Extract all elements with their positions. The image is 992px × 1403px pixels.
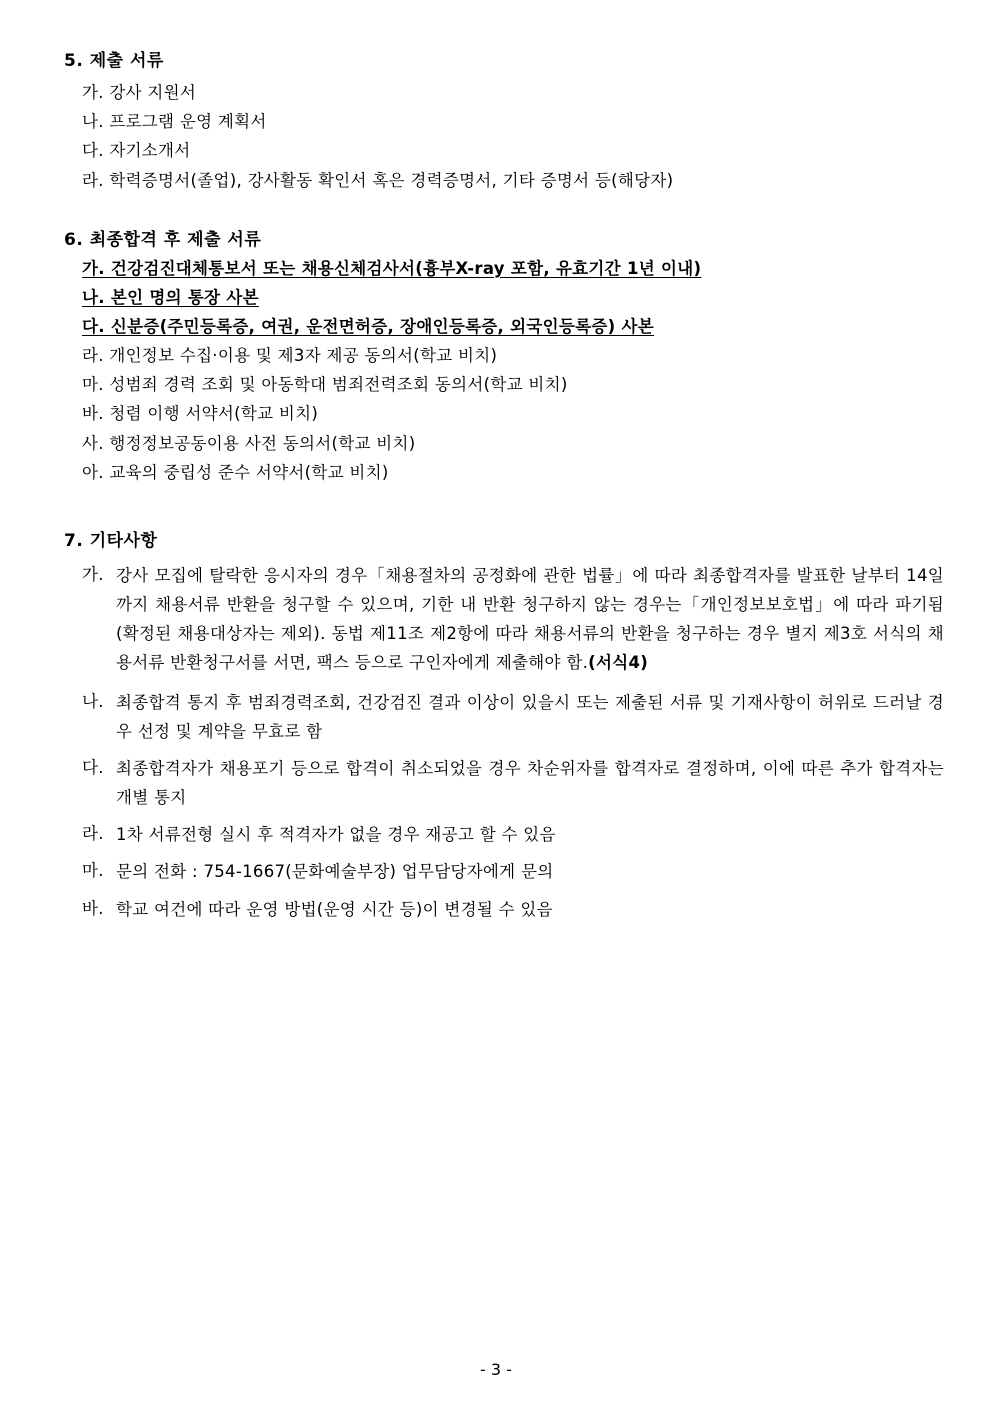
section-5-item: 나. 프로그램 운영 계획서	[82, 112, 267, 131]
section-7-item	[82, 857, 944, 886]
section-6-title: 6. 최종합격 후 제출 서류	[64, 230, 262, 250]
page-number: - 3 -	[480, 1360, 512, 1379]
item-text	[116, 561, 944, 677]
section-7-item	[82, 754, 944, 812]
form-reference: (서식4)	[588, 653, 649, 672]
section-7-item	[82, 688, 944, 746]
section-7-item	[82, 895, 944, 924]
section-6-item: 라. 개인정보 수집·이용 및 제3자 제공 동의서(학교 비치)	[82, 346, 498, 365]
item-text: 문의 전화 : 754-1667(문화예술부장) 업무담당자에게 문의	[116, 862, 554, 881]
section-7-title: 7. 기타사항	[64, 531, 158, 551]
item-marker: 라.	[82, 824, 104, 843]
item-text: 1차 서류전형 실시 후 적격자가 없을 경우 재공고 할 수 있음	[116, 825, 556, 844]
item-text: 학교 여건에 따라 운영 방법(운영 시간 등)이 변경될 수 있음	[116, 900, 553, 919]
section-7-item	[82, 561, 944, 677]
item-text: 최종합격 통지 후 범죄경력조회, 건강검진 결과 이상이 있을시 또는 제출된 서류 및 기재사항이 허위로 드러날 경우 선정 및 계약을 무효로 함	[116, 693, 944, 741]
section-6-item: 마. 성범죄 경력 조회 및 아동학대 범죄전력조회 동의서(학교 비치)	[82, 375, 568, 394]
item-text: 최종합격자가 채용포기 등으로 합격이 취소되었을 경우 차순위자를 합격자로 결정하며, 이에 따른 추가 합격자는 개별 통지	[116, 759, 944, 807]
item-marker: 바.	[82, 899, 104, 918]
section-6-item-emphasized: 다. 신분증(주민등록증, 여권, 운전면허증, 장애인등록증, 외국인등록증) 사본	[82, 317, 654, 336]
section-7-item	[82, 820, 944, 849]
section-6-item: 바. 청렴 이행 서약서(학교 비치)	[82, 404, 319, 423]
section-6-item-emphasized: 나. 본인 명의 통장 사본	[82, 288, 259, 307]
section-5-item: 라. 학력증명서(졸업), 강사활동 확인서 혹은 경력증명서, 기타 증명서 등(해당자)	[82, 171, 674, 190]
section-6-item: 사. 행정정보공동이용 사전 동의서(학교 비치)	[82, 434, 416, 453]
section-5-item: 다. 자기소개서	[82, 141, 191, 160]
section-5-title: 5. 제출 서류	[64, 51, 164, 71]
section-6-item-emphasized: 가. 건강검진대체통보서 또는 채용신체검사서(흉부X-ray 포함, 유효기간 1년 이내)	[82, 259, 702, 278]
item-marker: 다.	[82, 758, 104, 777]
item-body: 강사 모집에 탈락한 응시자의 경우「채용절차의 공정화에 관한 법률」에 따라 최종합격자를 발표한 날부터 14일까지 채용서류 반환을 청구할 수 있으며, 기한 내 반환 청구하지 않는 경우는「개인정보보호법」에 따라 파기됨(확정된 채용대상자는 제외). 동법 제11조 제2항에 따라 채용서류의 반환을 청구하는 경우 별지 제3호 서식의 채용서류 반환청구서를 서면, 팩스 등으로 구인자에게 제출해야 함.	[116, 566, 944, 672]
section-6-item: 아. 교육의 중립성 준수 서약서(학교 비치)	[82, 463, 389, 482]
item-marker: 나.	[82, 692, 104, 711]
item-marker: 가.	[82, 565, 104, 584]
item-marker: 마.	[82, 861, 104, 880]
section-5-item: 가. 강사 지원서	[82, 83, 197, 102]
